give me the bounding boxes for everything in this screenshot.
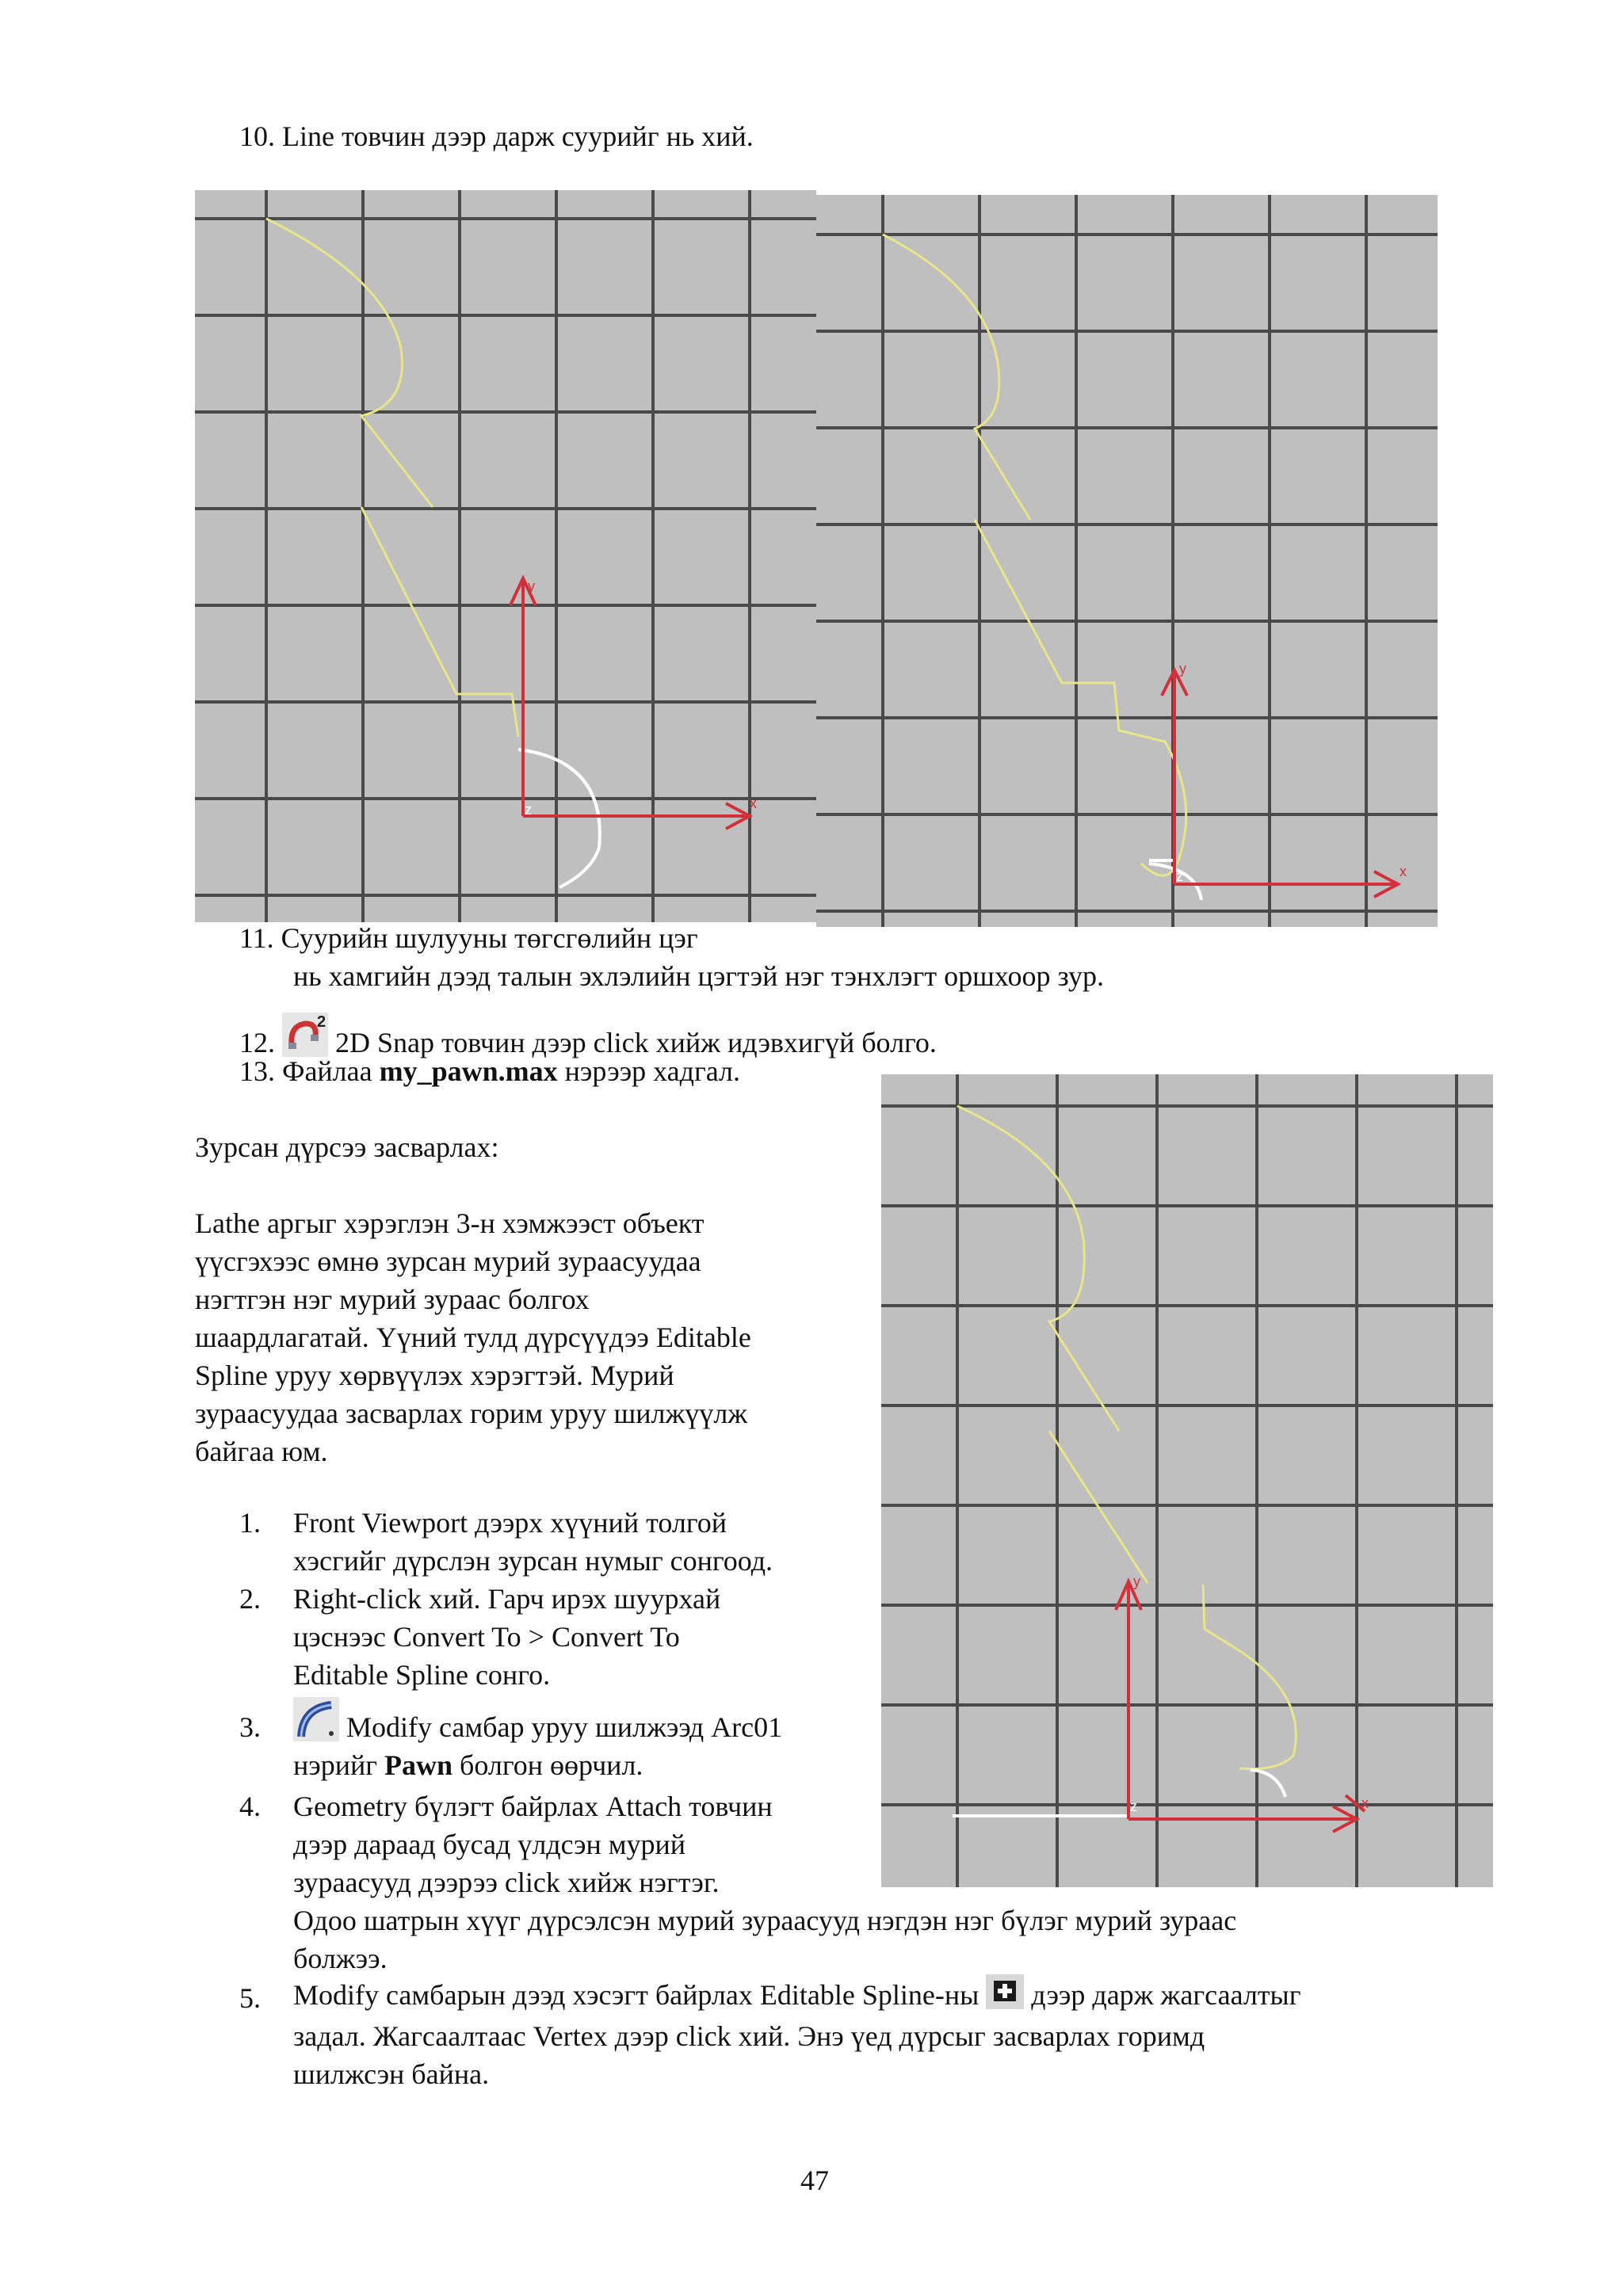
- pawn-spline-lower: [1203, 1585, 1296, 1769]
- axis-z-label: z: [1130, 1798, 1137, 1814]
- list-item-5-pre: Modify самбарын дээд хэсэгт байрлах Editable Spline-ны: [293, 1979, 987, 2011]
- axis-z-label: z: [525, 802, 532, 818]
- viewport-2-drawing: [816, 195, 1438, 927]
- axis-y-label: y: [528, 578, 535, 594]
- paragraph-line-6: зураасуудаа засварлах горим уруу шилжүүлж: [195, 1398, 748, 1429]
- grid-lines: [881, 1074, 1493, 1887]
- list-item-5-line-3: шилжсэн байна.: [293, 2058, 490, 2090]
- modify-panel-icon: [293, 1697, 339, 1751]
- list-item-4-line-2: дээр дараад бусад үлдсэн мурий: [293, 1829, 686, 1860]
- page-number: 47: [800, 2164, 829, 2196]
- list-item-1-line-1: Front Viewport дээрх хүүний толгой: [293, 1507, 727, 1539]
- step-13-post: нэрээр хадгал.: [557, 1055, 741, 1087]
- axis-y-label: y: [1133, 1573, 1140, 1589]
- list-item-4-line-1: Geometry бүлэгт байрлах Attach товчин: [293, 1791, 773, 1822]
- base-arc: [518, 749, 600, 887]
- list-item-3-pre: нэрийг: [293, 1749, 385, 1781]
- list-item-3-text: Modify самбар уруу шилжээд Arc01: [346, 1711, 783, 1743]
- list-item-4-line-3: зураасууд дээрээ click хийж нэгтэг.: [293, 1867, 720, 1898]
- paragraph-line-2: үүсгэхээс өмнө зурсан мурий зураасуудаа: [195, 1245, 701, 1277]
- paragraph-line-4: шаардлагатай. Үүний тулд дүрсүүдээ Editable: [195, 1322, 751, 1353]
- viewport-1-drawing: [195, 190, 816, 922]
- list-number-3: 3.: [239, 1711, 261, 1743]
- list-item-5-line-1: [293, 1974, 1301, 2019]
- list-number-2: 2.: [239, 1583, 261, 1615]
- axis-y-label: y: [1179, 661, 1186, 677]
- grid-lines: [816, 195, 1438, 927]
- viewport-2: [816, 195, 1438, 927]
- svg-text:2: 2: [317, 1013, 327, 1031]
- viewport-3: [881, 1074, 1493, 1887]
- list-item-2-line-2: цэснээс Convert To > Convert To: [293, 1621, 680, 1653]
- paragraph-line-7: байгаа юм.: [195, 1436, 328, 1467]
- viewport-1: [195, 190, 816, 922]
- paragraph-line-5: Spline уруу хөрвүүлэх хэрэгтэй. Мурий: [195, 1360, 674, 1391]
- list-item-5-line-2: задал. Жагсаалтаас Vertex дээр click хий. Энэ үед дүрсыг засварлах горимд: [293, 2020, 1205, 2052]
- paragraph-line-3: нэгтгэн нэг мурий зураас болгох: [195, 1283, 590, 1315]
- grid-lines: [195, 190, 816, 922]
- step-13-pre: 13. Файлаа: [239, 1055, 380, 1087]
- list-number-4: 4.: [239, 1791, 261, 1822]
- list-item-3-post: болгон өөрчил.: [453, 1749, 643, 1781]
- list-item-1-line-2: хэсгийг дүрслэн зурсан нумыг сонгоод.: [293, 1545, 773, 1577]
- step-12-text: 2D Snap товчин дээр click хийж идэвхигүй болго.: [335, 1027, 937, 1058]
- list-number-5: 5.: [239, 1982, 261, 2014]
- list-item-3-line-2: [293, 1746, 643, 1784]
- expand-plus-icon: [986, 1974, 1024, 2019]
- step-11-line-2: нь хамгийн дээд талын эхлэлийн цэгтэй нэг тэнхлэгт оршхоор зур.: [293, 960, 1104, 992]
- section-heading: Зурсан дүрсээ засварлах:: [195, 1131, 499, 1163]
- axis-gizmo: [1162, 670, 1398, 897]
- step-10: 10. Line товчин дээр дарж суурийг нь хий.: [239, 120, 754, 152]
- viewport-3-drawing: [881, 1074, 1493, 1887]
- axis-z-label: z: [1176, 868, 1183, 884]
- axis-x-label: x: [1361, 1795, 1369, 1811]
- list-item-4-line-4: Одоо шатрын хүүг дүрсэлсэн мурий зураасууд нэгдэн нэг бүлэг мурий зураас: [293, 1905, 1237, 1936]
- object-name: Pawn: [384, 1749, 453, 1781]
- list-item-2-line-3: Editable Spline сонго.: [293, 1659, 551, 1691]
- list-item-3-line-1: [293, 1697, 782, 1751]
- step-11-line-1: 11. Суурийн шулууны төгсгөлийн цэг: [239, 922, 698, 954]
- axis-x-label: x: [1400, 864, 1407, 879]
- paragraph-line-1: Lathe аргыг хэрэглэн 3-н хэмжээст объект: [195, 1207, 705, 1239]
- pawn-spline: [266, 219, 518, 737]
- list-item-2-line-1: Right-click хий. Гарч ирэх шуурхай: [293, 1583, 721, 1615]
- pawn-spline: [957, 1106, 1148, 1583]
- file-name: my_pawn.max: [379, 1055, 558, 1087]
- axis-x-label: x: [750, 795, 757, 811]
- step-12-number: 12.: [239, 1027, 275, 1058]
- step-13: [239, 1052, 740, 1090]
- list-item-5-post: дээр дарж жагсаалтыг: [1024, 1979, 1301, 2011]
- list-number-1: 1.: [239, 1507, 261, 1539]
- list-item-4-line-5: болжээ.: [293, 1943, 388, 1974]
